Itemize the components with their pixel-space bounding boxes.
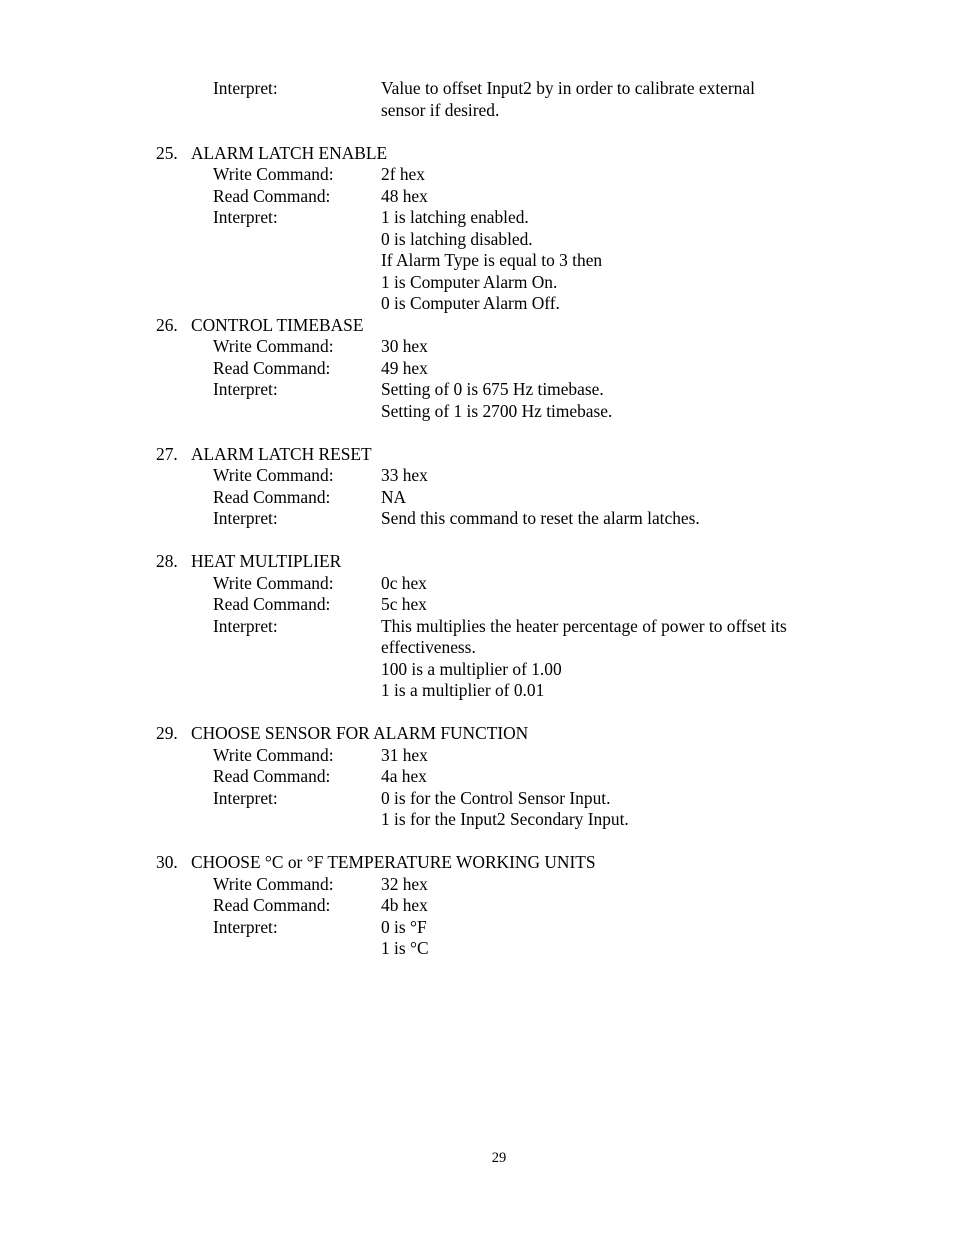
read-command-label: Read Command:: [213, 185, 331, 206]
section-number: 30.: [156, 852, 178, 872]
section-number: 25.: [156, 142, 178, 163]
write-command-label: Write Command:: [213, 336, 334, 356]
interpret-line: 1 is latching enabled.: [381, 207, 529, 227]
interpret-line: This multiplies the heater percentage of power to offset its: [381, 615, 787, 636]
section-number: 26.: [156, 314, 178, 335]
interpret-label: Interpret:: [213, 379, 278, 399]
write-command-label: Write Command:: [213, 465, 334, 485]
interpret-line: Setting of 0 is 675 Hz timebase.: [381, 379, 604, 399]
read-command-value: NA: [381, 486, 407, 507]
section-number: 28.: [156, 551, 178, 571]
write-command-value: 32 hex: [381, 873, 428, 894]
read-command-label: Read Command:: [213, 766, 331, 786]
interpret-label: Interpret:: [213, 615, 278, 636]
interpret-label: Interpret:: [213, 508, 278, 528]
read-command-label: Read Command:: [213, 486, 331, 507]
interpret-line: 0 is °F: [381, 916, 427, 937]
interpret-line: 0 is for the Control Sensor Input.: [381, 787, 611, 808]
section-number: 29.: [156, 723, 178, 743]
interpret-label: Interpret:: [213, 787, 278, 808]
interpret-line: 1 is Computer Alarm On.: [381, 271, 558, 292]
interpret-line: 100 is a multiplier of 1.00: [381, 658, 562, 679]
read-command-label: Read Command:: [213, 357, 331, 378]
interpret-label: Interpret:: [213, 916, 278, 937]
interpret-line: Setting of 1 is 2700 Hz timebase.: [381, 400, 613, 421]
write-command-value: 2f hex: [381, 164, 425, 184]
interpret-line: 1 is a multiplier of 0.01: [381, 680, 545, 700]
interpret-line: 1 is for the Input2 Secondary Input.: [381, 809, 629, 829]
interpret-line: Send this command to reset the alarm latches.: [381, 508, 700, 528]
read-command-value: 48 hex: [381, 185, 428, 206]
intro-interpret-line: sensor if desired.: [381, 99, 500, 120]
section-title: ALARM LATCH RESET: [191, 443, 372, 464]
read-command-label: Read Command:: [213, 594, 331, 614]
interpret-label: Interpret:: [213, 207, 278, 227]
interpret-line: effectiveness.: [381, 637, 476, 657]
read-command-value: 49 hex: [381, 357, 428, 378]
section-title: HEAT MULTIPLIER: [191, 551, 342, 571]
section-number: 27.: [156, 443, 178, 464]
write-command-value: 0c hex: [381, 572, 427, 593]
write-command-value: 30 hex: [381, 336, 428, 356]
write-command-label: Write Command:: [213, 744, 334, 765]
intro-interpret-label: Interpret:: [213, 78, 278, 98]
interpret-line: If Alarm Type is equal to 3 then: [381, 250, 603, 270]
read-command-value: 4a hex: [381, 766, 427, 786]
write-command-label: Write Command:: [213, 572, 334, 593]
section-title: CHOOSE °C or °F TEMPERATURE WORKING UNITS: [191, 852, 596, 872]
interpret-line: 0 is latching disabled.: [381, 228, 533, 249]
interpret-line: 0 is Computer Alarm Off.: [381, 293, 560, 313]
read-command-value: 4b hex: [381, 895, 428, 915]
section-title: ALARM LATCH ENABLE: [191, 142, 388, 163]
read-command-label: Read Command:: [213, 895, 331, 915]
page-number: 29: [491, 1150, 507, 1166]
read-command-value: 5c hex: [381, 594, 427, 614]
write-command-label: Write Command:: [213, 873, 334, 894]
intro-interpret-line: Value to offset Input2 by in order to calibrate external: [381, 78, 755, 98]
write-command-value: 31 hex: [381, 744, 428, 765]
section-title: CONTROL TIMEBASE: [191, 314, 364, 335]
write-command-label: Write Command:: [213, 164, 334, 184]
interpret-line: 1 is °C: [381, 938, 429, 958]
section-title: CHOOSE SENSOR FOR ALARM FUNCTION: [191, 723, 529, 743]
write-command-value: 33 hex: [381, 465, 428, 485]
